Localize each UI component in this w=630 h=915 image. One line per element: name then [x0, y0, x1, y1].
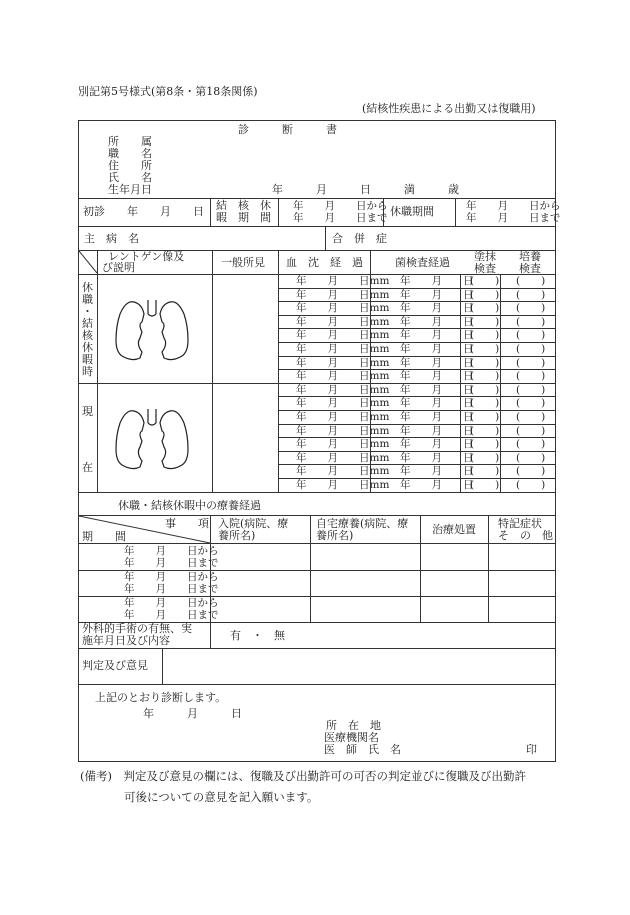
section-now-bottom: 在 — [82, 461, 93, 474]
birth-date-label: 生年月日 — [108, 183, 152, 196]
seal-mark: 印 — [526, 743, 537, 756]
esr-row-text: 年 月 日mm — [296, 411, 390, 423]
tb-leave-label-1: 結 核 休 — [216, 199, 271, 212]
treatment-period-header: 期 間 — [82, 530, 126, 543]
closing-date: 年 月 日 — [143, 707, 242, 720]
culture-result: ( ) — [516, 329, 546, 342]
culture-result: ( ) — [516, 465, 546, 478]
culture-header-1: 培養 — [519, 250, 541, 263]
smear-result: ( ) — [470, 329, 500, 342]
period-to: 年 月 日まで — [124, 609, 219, 621]
bacteria-row-text: 年 月 日 — [400, 479, 474, 491]
general-findings-header: 一般所見 — [221, 256, 265, 269]
lung-diagram-icon — [112, 401, 192, 481]
smear-result: ( ) — [470, 370, 500, 383]
hospital-header-2: 養所名) — [218, 529, 256, 542]
culture-result: ( ) — [516, 397, 546, 410]
bacteria-row-text: 年 月 日 — [400, 343, 474, 355]
smear-header-1: 塗抹 — [474, 250, 496, 263]
bacteria-row-text: 年 月 日 — [400, 315, 474, 328]
treatment-item-header: 事 項 — [165, 517, 209, 530]
period-from: 年 月 日から — [124, 545, 219, 557]
period-from: 年 月 日から — [124, 597, 219, 609]
special-header-1: 特記症状 — [498, 517, 542, 530]
esr-row-text: 年 月 日mm — [296, 343, 390, 355]
section-leave-char: 核 — [82, 329, 93, 342]
tb-leave-label-2: 暇 期 間 — [216, 211, 271, 224]
absence-from: 年 月 日から — [466, 200, 561, 212]
section-leave-char: 結 — [82, 317, 93, 330]
doctor-name-label: 医 師 氏 名 — [324, 743, 401, 756]
home-care-header-2: 養所名) — [316, 529, 354, 542]
smear-result: ( ) — [470, 479, 500, 491]
remarks-line-1: (備考) 判定及び意見の欄には、復職及び出勤許可の可否の判定並びに復職及び出勤許 — [80, 769, 526, 783]
culture-result: ( ) — [516, 479, 546, 491]
smear-result: ( ) — [470, 438, 500, 451]
esr-row-text: 年 月 日mm — [296, 424, 390, 437]
culture-result: ( ) — [516, 343, 546, 355]
xray-header-1: レントゲン像及 — [108, 250, 185, 263]
tb-leave-to: 年 月 日まで — [293, 212, 388, 224]
culture-result: ( ) — [516, 424, 546, 437]
bacteria-row-text: 年 月 日 — [400, 288, 474, 301]
culture-result: ( ) — [516, 275, 546, 287]
section-leave-char: 休 — [82, 341, 93, 354]
lung-diagram-icon — [112, 292, 192, 372]
esr-row-text: 年 月 日mm — [296, 275, 390, 287]
culture-result: ( ) — [516, 356, 546, 369]
period-from: 年 月 日から — [124, 571, 219, 583]
culture-result: ( ) — [516, 370, 546, 383]
esr-row-text: 年 月 日mm — [296, 356, 390, 369]
smear-result: ( ) — [470, 302, 500, 315]
smear-result: ( ) — [470, 315, 500, 328]
bacteria-row-text: 年 月 日 — [400, 356, 474, 369]
culture-result: ( ) — [516, 315, 546, 328]
bacteria-row-text: 年 月 日 — [400, 451, 474, 464]
address-label: 住 所 — [108, 159, 152, 172]
culture-result: ( ) — [516, 438, 546, 451]
bacteria-row-text: 年 月 日 — [400, 438, 474, 451]
comorbidity-label: 合 併 症 — [332, 232, 387, 245]
name-label: 氏 名 — [108, 171, 152, 184]
judgment-label: 判定及び意見 — [82, 659, 148, 672]
smear-result: ( ) — [470, 288, 500, 301]
bacteria-row-text: 年 月 日 — [400, 302, 474, 315]
smear-result: ( ) — [470, 383, 500, 396]
culture-header-2: 検査 — [519, 262, 541, 275]
care-header: 治療処置 — [432, 523, 476, 536]
esr-row-text: 年 月 日mm — [296, 465, 390, 478]
smear-result: ( ) — [470, 451, 500, 464]
smear-result: ( ) — [470, 424, 500, 437]
bacteria-row-text: 年 月 日 — [400, 370, 474, 383]
bacteria-row-text: 年 月 日 — [400, 329, 474, 342]
absence-to: 年 月 日まで — [466, 212, 561, 224]
birth-date-value: 年 月 日 満 歳 — [272, 183, 459, 196]
absence-label: 休職期間 — [390, 205, 434, 218]
special-header-2: そ の 他 — [498, 529, 553, 542]
culture-result: ( ) — [516, 383, 546, 396]
smear-result: ( ) — [470, 343, 500, 355]
smear-result: ( ) — [470, 356, 500, 369]
first-exam-label: 初診 年 月 日 — [83, 205, 204, 218]
section-leave-char: 時 — [82, 365, 93, 378]
smear-result: ( ) — [470, 275, 500, 287]
affiliation-label: 所 属 — [108, 135, 152, 148]
culture-result: ( ) — [516, 288, 546, 301]
bacteria-row-text: 年 月 日 — [400, 275, 474, 287]
esr-row-text: 年 月 日mm — [296, 479, 390, 491]
surgery-label-1: 外科的手術の有無、実 — [82, 622, 192, 635]
hospital-header-1: 入院(病院、療 — [218, 517, 289, 530]
surgery-label-2: 施年月日及び内容 — [82, 634, 170, 647]
smear-header-2: 検査 — [474, 262, 496, 275]
job-title-label: 職 名 — [108, 147, 152, 160]
period-to: 年 月 日まで — [124, 557, 219, 569]
remarks-line-2: 可後についての意見を記入願います。 — [124, 790, 319, 804]
main-disease-label: 主 病 名 — [84, 232, 139, 245]
section-leave-char: ・ — [82, 305, 93, 318]
bacteria-row-text: 年 月 日 — [400, 383, 474, 396]
location-label: 所 在 地 — [326, 719, 381, 732]
esr-row-text: 年 月 日mm — [296, 370, 390, 383]
bacteria-header: 菌検査経過 — [395, 256, 450, 269]
esr-row-text: 年 月 日mm — [296, 383, 390, 396]
tb-leave-from: 年 月 日から — [293, 200, 388, 212]
surgery-value: 有 ・ 無 — [230, 629, 285, 642]
smear-result: ( ) — [470, 411, 500, 423]
bacteria-row-text: 年 月 日 — [400, 465, 474, 478]
period-to: 年 月 日まで — [124, 583, 219, 595]
bacteria-row-text: 年 月 日 — [400, 411, 474, 423]
esr-row-text: 年 月 日mm — [296, 451, 390, 464]
bacteria-row-text: 年 月 日 — [400, 424, 474, 437]
section-leave-char: 職 — [82, 293, 93, 306]
section-leave-char: 暇 — [82, 353, 93, 366]
home-care-header-1: 自宅療養(病院、療 — [316, 517, 409, 530]
certificate-title: 診 断 書 — [238, 123, 337, 136]
section-now-top: 現 — [82, 405, 93, 418]
culture-result: ( ) — [516, 411, 546, 423]
treatment-title: 休職・結核休暇中の療養経過 — [118, 499, 261, 512]
smear-result: ( ) — [470, 465, 500, 478]
section-leave-char: 休 — [82, 281, 93, 294]
institution-label: 医療機関名 — [324, 731, 379, 744]
form-title: 別記第5号様式(第8条・第18条関係) — [78, 85, 258, 98]
closing-statement: 上記のとおり診断します。 — [95, 691, 227, 704]
esr-header: 血 沈 経 過 — [286, 256, 363, 269]
esr-row-text: 年 月 日mm — [296, 397, 390, 410]
esr-row-text: 年 月 日mm — [296, 329, 390, 342]
culture-result: ( ) — [516, 302, 546, 315]
smear-result: ( ) — [470, 397, 500, 410]
bacteria-row-text: 年 月 日 — [400, 397, 474, 410]
esr-row-text: 年 月 日mm — [296, 315, 390, 328]
culture-result: ( ) — [516, 451, 546, 464]
esr-row-text: 年 月 日mm — [296, 288, 390, 301]
form-subtitle: (結核性疾患による出勤又は復職用) — [362, 102, 536, 115]
corner-diagonal — [78, 250, 98, 274]
esr-row-text: 年 月 日mm — [296, 438, 390, 451]
esr-row-text: 年 月 日mm — [296, 302, 390, 315]
xray-header-2: び説明 — [102, 261, 135, 274]
